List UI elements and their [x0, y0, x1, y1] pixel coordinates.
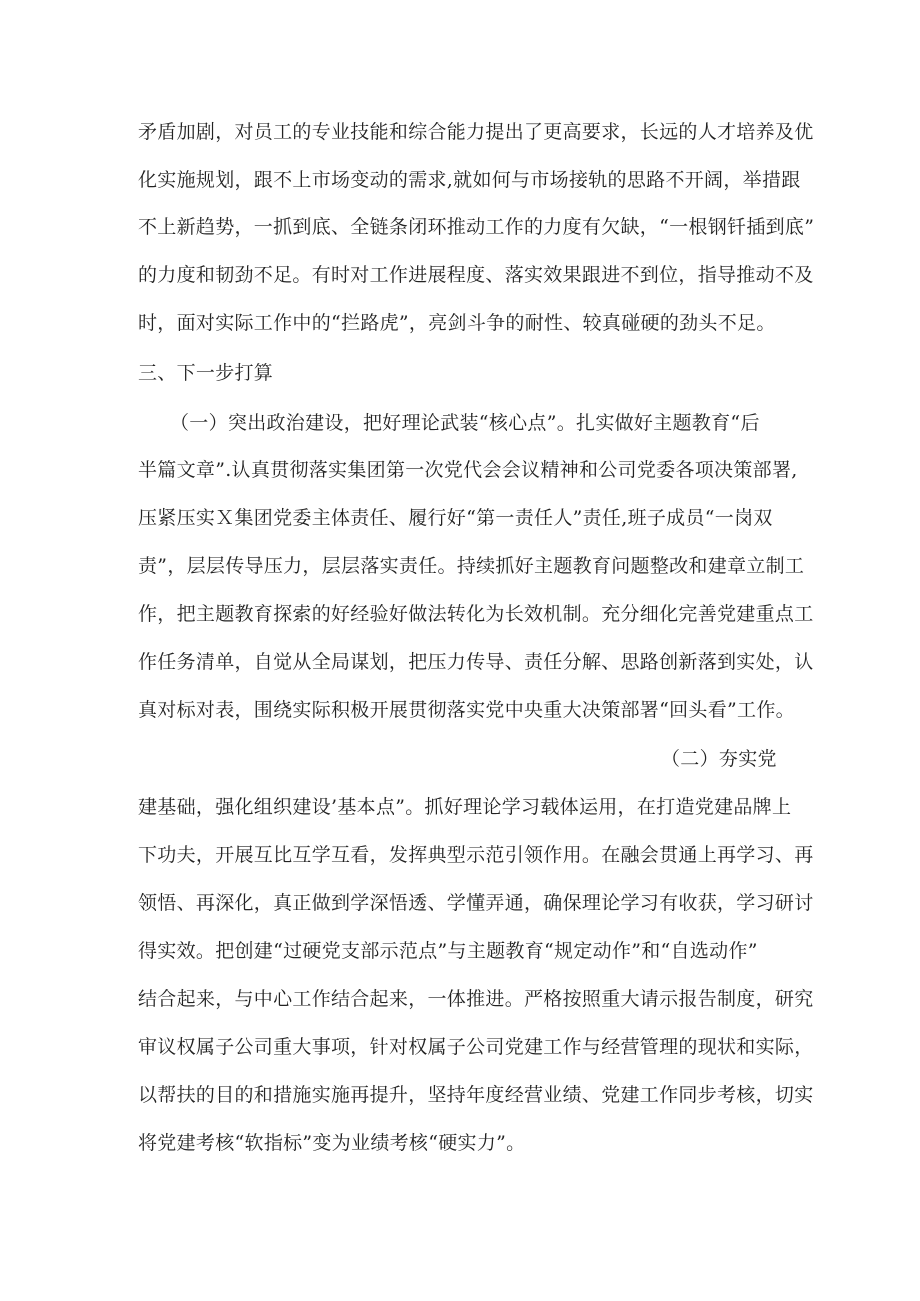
- paragraph-1-line: 不上新趋势，一抓到底、全链条闭环推动工作的力度有欠缺，“一根钢钎插到底”: [138, 216, 815, 238]
- paragraph-2-line: 真对标对表，围绕实际积极开展贯彻落实党中央重大决策部署“回头看”工作。: [138, 699, 795, 721]
- paragraph-3-line: 审议权属子公司重大事项，针对权属子公司党建工作与经营管理的现状和实际，: [138, 1036, 814, 1058]
- paragraph-2-line: 压紧压实Ｘ集团党委主体责任、履行好“第一责任人”责任,班子成员“一岗双: [138, 507, 773, 529]
- paragraph-3-line: 建基础，强化组织建设’基本点”。抓好理论学习载体运用，在打造党建品牌上: [138, 796, 792, 818]
- paragraph-2-line: （一）突出政治建设，把好理论武装“核心点”。扎实做好主题教育“后: [170, 412, 760, 434]
- paragraph-3-line: 结合起来，与中心工作结合起来，一体推进。严格按照重大请示报告制度，研究: [138, 988, 814, 1010]
- paragraph-3-line: 下功夫，开展互比互学互看，发挥典型示范引领作用。在融会贯通上再学习、再: [138, 844, 814, 866]
- paragraph-1-line: 化实施规划，跟不上市场变动的需求,就如何与市场接轨的思路不开阔，举措跟: [138, 169, 801, 191]
- paragraph-3-heading: （二）夯实党: [661, 748, 777, 770]
- paragraph-3-line: 领悟、再深化，真正做到学深悟透、学懂弄通，确保理论学习有收获，学习研讨: [138, 892, 814, 914]
- paragraph-2-line: 作，把主题教育探索的好经验好做法转化为长效机制。充分细化完善党建重点工: [138, 603, 814, 625]
- paragraph-2-line: 作任务清单，自觉从全局谋划，把压力传导、责任分解、思路创新落到实处，认: [138, 651, 814, 673]
- paragraph-2-line: 责”，层层传导压力，层层落实责任。持续抓好主题教育问题整改和建章立制工: [138, 555, 805, 577]
- paragraph-3-line: 将党建考核“软指标”变为业绩考核“硬实力”。: [138, 1132, 526, 1154]
- paragraph-2-line: 半篇文章”.认真贯彻落实集团第一次党代会会议精神和公司党委各项决策部署,: [138, 459, 798, 481]
- paragraph-3-line: 以帮扶的目的和措施实施再提升，坚持年度经营业绩、党建工作同步考核，切实: [138, 1084, 814, 1106]
- paragraph-1-line: 时，面对实际工作中的“拦路虎”，亮剑斗争的耐性、较真碰硬的劲头不足。: [138, 312, 776, 334]
- paragraph-3-line: 得实效。把创建“过硬党支部示范点”与主题教育“规定动作”和“自选动作”: [138, 940, 758, 962]
- paragraph-1-line: 的力度和韧劲不足。有时对工作进展程度、落实效果跟进不到位，指导推动不及: [138, 264, 814, 286]
- section-heading: 三、下一步打算: [138, 362, 274, 384]
- paragraph-1-line: 矛盾加剧，对员工的专业技能和综合能力提出了更高要求，长远的人才培养及优: [138, 121, 814, 143]
